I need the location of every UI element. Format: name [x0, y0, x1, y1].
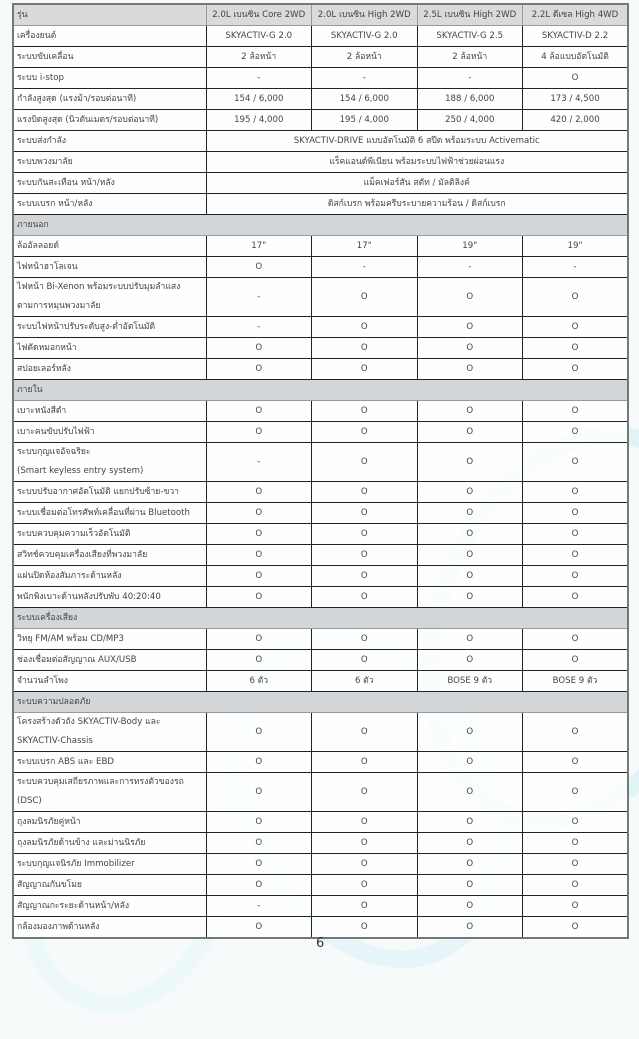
spec-value: SKYACTIV-G 2.5	[417, 26, 523, 47]
spec-value: O	[206, 833, 312, 854]
spec-value-all-models: SKYACTIV-DRIVE แบบอัตโนมัติ 6 สปีด พร้อมระบบ Activematic	[206, 131, 628, 152]
spec-value: -	[523, 257, 629, 278]
header-label: รุ่น	[13, 4, 206, 26]
section-title: ระบบเครื่องเสียง	[13, 608, 628, 629]
spec-label: ไฟตัดหมอกหน้า	[13, 338, 206, 359]
spec-value: O	[312, 338, 418, 359]
spec-value: O	[417, 317, 523, 338]
spec-label: ระบบส่งกำลัง	[13, 131, 206, 152]
spec-row	[13, 773, 628, 812]
spec-row	[13, 173, 628, 194]
spec-value: 2 ล้อหน้า	[417, 47, 523, 68]
spec-row	[13, 443, 628, 482]
spec-value: O	[417, 917, 523, 939]
spec-value: 17"	[206, 236, 312, 257]
model-header: 2.0L เบนซิน Core 2WD	[206, 4, 312, 26]
spec-value: -	[206, 317, 312, 338]
spec-value: O	[417, 443, 523, 482]
spec-value: 420 / 2,000	[523, 110, 629, 131]
section-header-row	[13, 215, 628, 236]
spec-value: O	[312, 875, 418, 896]
spec-label-line: SKYACTIV-Chassis	[17, 736, 93, 746]
spec-value: O	[417, 875, 523, 896]
spec-value: O	[523, 338, 629, 359]
spec-value: SKYACTIV-G 2.0	[206, 26, 312, 47]
spec-label: ระบบเบรก ABS และ EBD	[13, 752, 206, 773]
spec-value: O	[417, 503, 523, 524]
spec-row	[13, 131, 628, 152]
spec-row	[13, 317, 628, 338]
spec-label: กล้องมองภาพด้านหลัง	[13, 917, 206, 939]
spec-value: O	[523, 875, 629, 896]
spec-value-all-models: ดิสก์เบรก พร้อมครีบระบายความร้อน / ดิสก์เบรก	[206, 194, 628, 215]
spec-row	[13, 566, 628, 587]
spec-label: ระบบเบรก หน้า/หลัง	[13, 194, 206, 215]
spec-row	[13, 545, 628, 566]
spec-value: O	[206, 752, 312, 773]
section-title: ภายนอก	[13, 215, 628, 236]
model-header: 2.5L เบนซิน High 2WD	[417, 4, 523, 26]
spec-value: -	[312, 68, 418, 89]
spec-value: 6 ตัว	[312, 671, 418, 692]
spec-table	[12, 3, 629, 939]
spec-value: O	[417, 545, 523, 566]
spec-value: O	[417, 359, 523, 380]
spec-value: O	[312, 443, 418, 482]
spec-value: O	[523, 566, 629, 587]
spec-row	[13, 338, 628, 359]
spec-value: SKYACTIV-G 2.0	[312, 26, 418, 47]
spec-label: สัญญาณกันขโมย	[13, 875, 206, 896]
spec-label: ระบบเชื่อมต่อโทรศัพท์เคลื่อนที่ผ่าน Bluetooth	[13, 503, 206, 524]
spec-value: O	[206, 566, 312, 587]
spec-value: -	[312, 257, 418, 278]
spec-value: O	[312, 545, 418, 566]
spec-value: O	[523, 545, 629, 566]
spec-value: O	[523, 401, 629, 422]
spec-label-line: ระบบควบคุมเสถียรภาพและการทรงตัวของรถ	[17, 777, 184, 787]
spec-label	[13, 713, 206, 752]
spec-value: O	[312, 587, 418, 608]
spec-value: O	[206, 854, 312, 875]
spec-row	[13, 194, 628, 215]
spec-label-line: (DSC)	[17, 796, 42, 806]
spec-row	[13, 47, 628, 68]
spec-value: O	[417, 566, 523, 587]
spec-value: O	[417, 338, 523, 359]
spec-value: O	[312, 503, 418, 524]
spec-label: ระบบควบคุมความเร็วอัตโนมัติ	[13, 524, 206, 545]
spec-row	[13, 236, 628, 257]
spec-value: O	[312, 833, 418, 854]
spec-value: 195 / 4,000	[206, 110, 312, 131]
spec-value: O	[523, 587, 629, 608]
spec-label: ระบบกุญแจนิรภัย Immobilizer	[13, 854, 206, 875]
spec-value: O	[523, 503, 629, 524]
spec-row	[13, 671, 628, 692]
spec-label	[13, 773, 206, 812]
spec-value: O	[206, 875, 312, 896]
spec-row	[13, 401, 628, 422]
spec-label: ระบบไฟหน้าปรับระดับสูง-ต่ำอัตโนมัติ	[13, 317, 206, 338]
spec-value: O	[523, 833, 629, 854]
spec-label: ระบบพวงมาลัย	[13, 152, 206, 173]
spec-value: -	[206, 68, 312, 89]
spec-value: O	[417, 713, 523, 752]
spec-value: O	[206, 629, 312, 650]
spec-value: 195 / 4,000	[312, 110, 418, 131]
spec-value: BOSE 9 ตัว	[417, 671, 523, 692]
spec-value: O	[417, 401, 523, 422]
spec-row	[13, 713, 628, 752]
spec-value: O	[206, 338, 312, 359]
spec-value: O	[523, 854, 629, 875]
spec-value: -	[417, 68, 523, 89]
spec-value: O	[312, 896, 418, 917]
spec-value: O	[206, 713, 312, 752]
spec-value: O	[312, 713, 418, 752]
spec-label: ล้ออัลลอยด์	[13, 236, 206, 257]
spec-label: ระบบกันสะเทือน หน้า/หลัง	[13, 173, 206, 194]
spec-value: O	[312, 752, 418, 773]
spec-value: O	[523, 359, 629, 380]
spec-value: O	[312, 812, 418, 833]
spec-value: 19"	[523, 236, 629, 257]
spec-label: ระบบขับเคลื่อน	[13, 47, 206, 68]
spec-value: O	[417, 773, 523, 812]
spec-value: O	[312, 629, 418, 650]
spec-label: สปอยเลอร์หลัง	[13, 359, 206, 380]
spec-value-all-models: แร็คแอนด์พีเนียน พร้อมระบบไฟฟ้าช่วยผ่อนแรง	[206, 152, 628, 173]
page-number: 6	[316, 936, 325, 951]
spec-value: 4 ล้อแบบอัตโนมัติ	[523, 47, 629, 68]
spec-label	[13, 443, 206, 482]
spec-value: 154 / 6,000	[206, 89, 312, 110]
section-title: ภายใน	[13, 380, 628, 401]
spec-value: O	[417, 422, 523, 443]
spec-row	[13, 110, 628, 131]
spec-value: O	[312, 422, 418, 443]
spec-value: O	[312, 278, 418, 317]
spec-value: O	[206, 359, 312, 380]
spec-value: BOSE 9 ตัว	[523, 671, 629, 692]
spec-label-line: ตามการหมุนพวงมาลัย	[17, 301, 101, 311]
spec-value: O	[312, 317, 418, 338]
spec-value: O	[312, 566, 418, 587]
spec-value: O	[206, 587, 312, 608]
spec-label	[13, 278, 206, 317]
spec-value: O	[417, 482, 523, 503]
spec-value: O	[417, 812, 523, 833]
spec-value: O	[523, 524, 629, 545]
spec-label: ช่องเชื่อมต่อสัญญาณ AUX/USB	[13, 650, 206, 671]
spec-label: แผ่นปิดห้องสัมภาระด้านหลัง	[13, 566, 206, 587]
spec-row	[13, 524, 628, 545]
spec-label: พนักพิงเบาะด้านหลังปรับพับ 40:20:40	[13, 587, 206, 608]
spec-value-all-models: แม็คเฟอร์สัน สตัท / มัลติลิงค์	[206, 173, 628, 194]
spec-value: O	[523, 713, 629, 752]
spec-value: O	[206, 482, 312, 503]
spec-label: จำนวนลำโพง	[13, 671, 206, 692]
spec-value: O	[312, 773, 418, 812]
spec-value: O	[523, 752, 629, 773]
spec-label: แรงบิดสูงสุด (นิวตันเมตร/รอบต่อนาที)	[13, 110, 206, 131]
spec-value: O	[523, 317, 629, 338]
spec-label: วิทยุ FM/AM พร้อม CD/MP3	[13, 629, 206, 650]
spec-value: 188 / 6,000	[417, 89, 523, 110]
spec-value: O	[523, 422, 629, 443]
spec-label: เบาะหนังสีดำ	[13, 401, 206, 422]
spec-label-line: โครงสร้างตัวถัง SKYACTIV-Body และ	[17, 717, 161, 727]
spec-row	[13, 650, 628, 671]
spec-value: O	[312, 854, 418, 875]
spec-value: SKYACTIV-D 2.2	[523, 26, 629, 47]
model-header: 2.0L เบนซิน High 2WD	[312, 4, 418, 26]
spec-value: O	[523, 917, 629, 939]
section-header-row	[13, 608, 628, 629]
spec-value: O	[417, 854, 523, 875]
spec-row	[13, 89, 628, 110]
spec-row	[13, 26, 628, 47]
spec-value: 2 ล้อหน้า	[206, 47, 312, 68]
spec-label: สัญญาณกะระยะด้านหน้า/หลัง	[13, 896, 206, 917]
spec-row	[13, 422, 628, 443]
spec-value: O	[206, 773, 312, 812]
spec-row	[13, 917, 628, 939]
spec-row	[13, 152, 628, 173]
spec-row	[13, 833, 628, 854]
spec-row	[13, 482, 628, 503]
spec-value: O	[206, 422, 312, 443]
spec-row	[13, 896, 628, 917]
spec-value: O	[417, 524, 523, 545]
spec-value: O	[206, 812, 312, 833]
spec-value: O	[523, 812, 629, 833]
spec-row	[13, 68, 628, 89]
spec-value: O	[523, 443, 629, 482]
spec-value: 173 / 4,500	[523, 89, 629, 110]
spec-label: กำลังสูงสุด (แรงม้า/รอบต่อนาที)	[13, 89, 206, 110]
spec-value: O	[417, 650, 523, 671]
spec-label-line: (Smart keyless entry system)	[17, 466, 144, 476]
spec-label: สวิทช์ควบคุมเครื่องเสียงที่พวงมาลัย	[13, 545, 206, 566]
spec-row	[13, 812, 628, 833]
spec-value: O	[312, 650, 418, 671]
spec-label: ถุงลมนิรภัยด้านข้าง และม่านนิรภัย	[13, 833, 206, 854]
section-title: ระบบความปลอดภัย	[13, 692, 628, 713]
spec-value: O	[206, 545, 312, 566]
spec-row	[13, 854, 628, 875]
spec-label-line: ระบบกุญแจอัจฉริยะ	[17, 447, 91, 457]
spec-label-line: ไฟหน้า Bi-Xenon พร้อมระบบปรับมุมลำแสง	[17, 282, 181, 292]
spec-label: ระบบ i-stop	[13, 68, 206, 89]
spec-row	[13, 752, 628, 773]
spec-value: O	[523, 773, 629, 812]
model-header: 2.2L ดีเซล High 4WD	[523, 4, 629, 26]
spec-label: ระบบปรับอากาศอัตโนมัติ แยกปรับซ้าย-ขวา	[13, 482, 206, 503]
spec-value: 19"	[417, 236, 523, 257]
spec-label: ถุงลมนิรภัยคู่หน้า	[13, 812, 206, 833]
spec-label: เบาะคนขับปรับไฟฟ้า	[13, 422, 206, 443]
spec-label: เครื่องยนต์	[13, 26, 206, 47]
spec-value: O	[206, 503, 312, 524]
spec-value: O	[417, 587, 523, 608]
spec-value: O	[417, 629, 523, 650]
spec-value: O	[312, 401, 418, 422]
spec-value: O	[523, 629, 629, 650]
spec-value: O	[523, 278, 629, 317]
spec-value: O	[312, 524, 418, 545]
spec-value: O	[523, 68, 629, 89]
spec-value: O	[523, 482, 629, 503]
spec-value: 17"	[312, 236, 418, 257]
spec-value: -	[206, 278, 312, 317]
spec-row	[13, 587, 628, 608]
spec-value: O	[206, 257, 312, 278]
spec-row	[13, 359, 628, 380]
spec-value: -	[206, 443, 312, 482]
spec-value: O	[206, 650, 312, 671]
spec-label: ไฟหน้าฮาโลเจน	[13, 257, 206, 278]
spec-value: O	[206, 917, 312, 939]
spec-value: 6 ตัว	[206, 671, 312, 692]
spec-value: O	[523, 896, 629, 917]
spec-value: O	[206, 524, 312, 545]
spec-row	[13, 257, 628, 278]
spec-value: -	[206, 896, 312, 917]
spec-row	[13, 278, 628, 317]
spec-value: O	[312, 359, 418, 380]
spec-value: O	[417, 752, 523, 773]
spec-value: 2 ล้อหน้า	[312, 47, 418, 68]
header-row	[13, 4, 628, 26]
spec-value: 250 / 4,000	[417, 110, 523, 131]
spec-value: O	[523, 650, 629, 671]
spec-row	[13, 503, 628, 524]
section-header-row	[13, 692, 628, 713]
spec-value: O	[312, 482, 418, 503]
spec-row	[13, 875, 628, 896]
spec-value: -	[417, 257, 523, 278]
spec-value: 154 / 6,000	[312, 89, 418, 110]
section-header-row	[13, 380, 628, 401]
spec-value: O	[417, 896, 523, 917]
spec-value: O	[417, 278, 523, 317]
spec-row	[13, 629, 628, 650]
spec-value: O	[206, 401, 312, 422]
spec-value: O	[417, 833, 523, 854]
spec-value: O	[312, 917, 418, 939]
